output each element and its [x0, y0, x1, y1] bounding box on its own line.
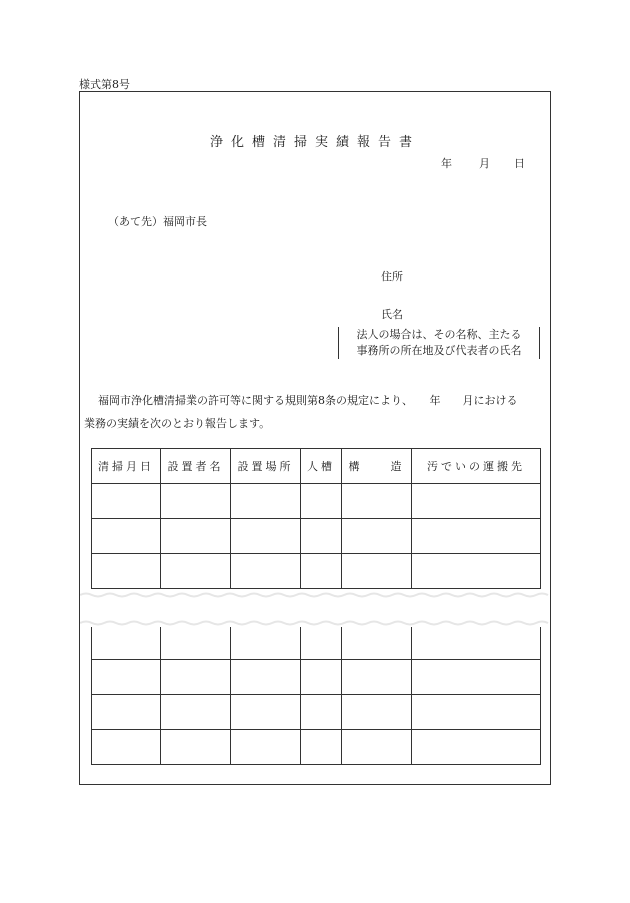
table-cell[interactable] — [231, 730, 301, 765]
table-cell[interactable] — [342, 660, 412, 695]
table-cell[interactable] — [412, 660, 541, 695]
table-cell[interactable] — [161, 519, 231, 554]
table-row — [92, 695, 541, 730]
table-cell[interactable] — [92, 519, 161, 554]
table-cell[interactable] — [301, 730, 342, 765]
table-cell[interactable] — [301, 484, 342, 519]
header-capacity: 人槽 — [301, 449, 342, 484]
table-cell[interactable] — [92, 695, 161, 730]
header-installation-location: 設置場所 — [231, 449, 301, 484]
table-cell[interactable] — [92, 660, 161, 695]
corporate-note-line1: 法人の場合は、その名称、主たる — [356, 328, 522, 341]
form-number: 様式第8号 — [79, 78, 130, 91]
table-header-row — [92, 449, 541, 484]
table-cell[interactable] — [301, 519, 342, 554]
table-row — [92, 519, 541, 554]
table-cell[interactable] — [412, 695, 541, 730]
header-installer-name: 設置者名 — [161, 449, 231, 484]
table-cell[interactable] — [92, 554, 161, 589]
body-text-line1: 福岡市浄化槽清掃業の許可等に関する規則第8条の規定により、 年 月における — [98, 394, 518, 407]
table-cell[interactable] — [231, 554, 301, 589]
table-cell[interactable] — [412, 730, 541, 765]
table-cell[interactable] — [412, 484, 541, 519]
table-cell[interactable] — [161, 660, 231, 695]
table-cell[interactable] — [231, 695, 301, 730]
table-cell[interactable] — [161, 695, 231, 730]
table-row — [92, 660, 541, 695]
form-title: 浄化槽清掃実績報告書 — [209, 135, 420, 150]
table-row — [92, 554, 541, 589]
table-break-gap — [80, 591, 550, 627]
table-cell[interactable] — [412, 519, 541, 554]
table-cell[interactable] — [161, 625, 231, 660]
table-cell[interactable] — [412, 554, 541, 589]
table-cell[interactable] — [92, 625, 161, 660]
header-cleaning-date: 清掃月日 — [92, 449, 161, 484]
table-cell[interactable] — [231, 660, 301, 695]
table-row — [92, 484, 541, 519]
address-label: 住所 — [381, 270, 403, 283]
table-cell[interactable] — [161, 554, 231, 589]
table-cell[interactable] — [92, 730, 161, 765]
table-cell[interactable] — [301, 660, 342, 695]
header-sludge-destination: 汚でいの運搬先 — [412, 449, 541, 484]
corporate-note — [338, 327, 540, 359]
table-cell[interactable] — [412, 625, 541, 660]
body-text-line2: 業務の実績を次のとおり報告します。 — [84, 417, 271, 430]
table-cell[interactable] — [231, 625, 301, 660]
table-cell[interactable] — [92, 484, 161, 519]
table-cell[interactable] — [342, 625, 412, 660]
table-cell[interactable] — [342, 484, 412, 519]
name-label: 氏名 — [381, 308, 403, 321]
table-row — [92, 730, 541, 765]
table-cell[interactable] — [342, 519, 412, 554]
addressee: （あて先）福岡市長 — [108, 215, 207, 228]
table-cell[interactable] — [342, 730, 412, 765]
date-day-label: 日 — [514, 157, 525, 170]
table-cell[interactable] — [301, 695, 342, 730]
date-month-label: 月 — [479, 157, 490, 170]
table-cell[interactable] — [342, 695, 412, 730]
table-cell[interactable] — [301, 554, 342, 589]
table-cell[interactable] — [342, 554, 412, 589]
table-row — [92, 625, 541, 660]
corporate-note-line2: 事務所の所在地及び代表者の氏名 — [356, 344, 522, 357]
table-cell[interactable] — [231, 484, 301, 519]
table-cell[interactable] — [161, 730, 231, 765]
date-year-label: 年 — [441, 157, 452, 170]
table-cell[interactable] — [231, 519, 301, 554]
table-cell[interactable] — [161, 484, 231, 519]
table-cell[interactable] — [301, 625, 342, 660]
header-structure: 構 造 — [342, 449, 412, 484]
